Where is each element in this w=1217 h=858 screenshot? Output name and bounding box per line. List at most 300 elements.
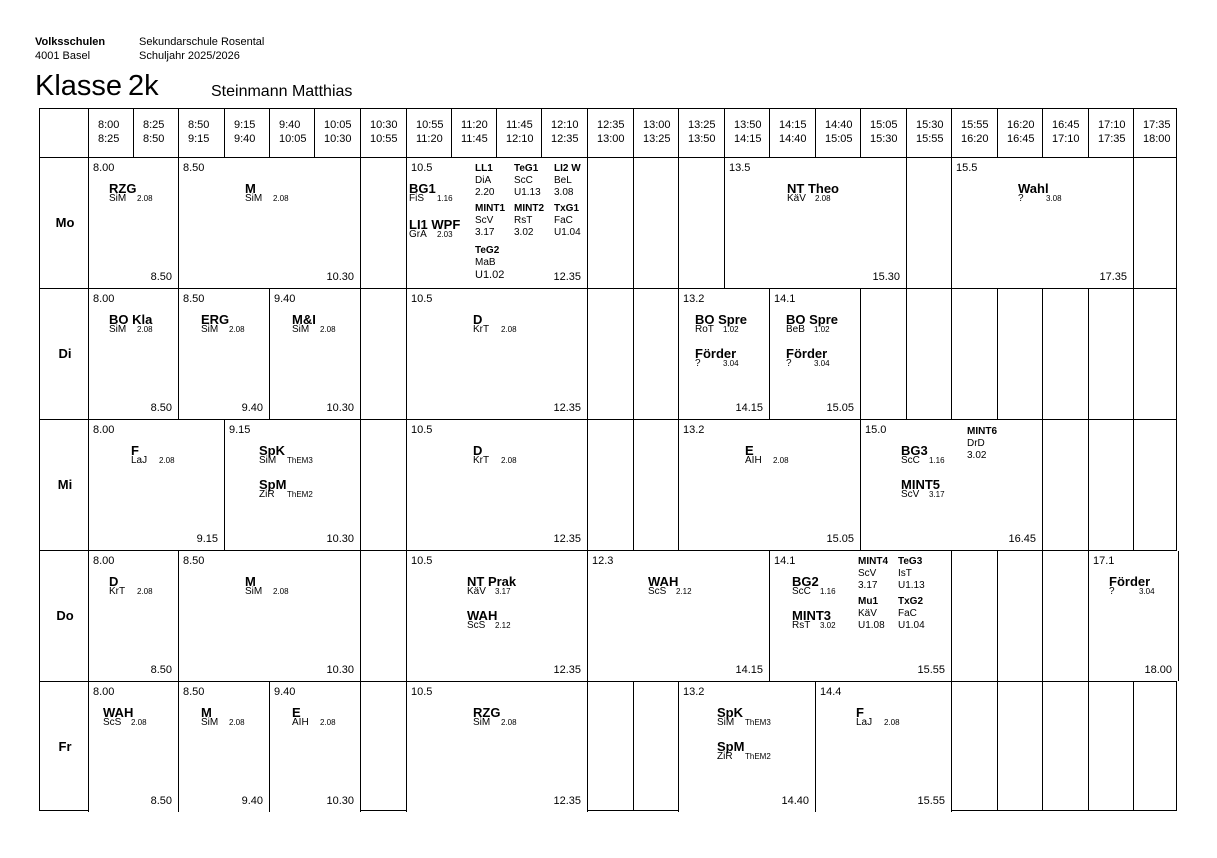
time-header xyxy=(188,118,209,146)
lesson-block-di-3[interactable] xyxy=(269,289,361,419)
lesson-room: 2.08 xyxy=(273,194,289,203)
lesson-end: 15.05 xyxy=(826,533,854,545)
lesson-end: 15.05 xyxy=(826,402,854,414)
lesson-block-do-3[interactable] xyxy=(406,551,588,681)
lesson-subject: BO Kla xyxy=(109,312,153,327)
lesson-subject: F xyxy=(856,705,864,720)
lesson-block-do-2[interactable] xyxy=(178,551,361,681)
time-start: 16:45 xyxy=(1052,119,1080,131)
lesson-end: 8.50 xyxy=(150,795,172,807)
lesson-teacher: KäV xyxy=(858,608,877,619)
time-start: 9:40 xyxy=(279,119,301,131)
time-header xyxy=(98,118,119,146)
time-start: 11:45 xyxy=(506,119,533,131)
lesson-teacher: RsT xyxy=(514,215,533,226)
time-end: 16:45 xyxy=(1007,133,1035,145)
time-header xyxy=(779,118,807,146)
lesson-room: 1.02 xyxy=(723,325,739,334)
time-end: 9:15 xyxy=(188,133,210,145)
lesson-subject: Mu1 xyxy=(858,596,878,607)
time-end: 17:35 xyxy=(1098,133,1126,145)
lesson-end: 8.50 xyxy=(150,402,172,414)
lesson-start: 8.50 xyxy=(183,162,205,174)
lesson-start: 9.15 xyxy=(229,424,251,436)
lesson-end: 14.15 xyxy=(735,402,763,414)
lesson-room: 2.08 xyxy=(320,325,336,334)
lesson-subject: RZG xyxy=(473,705,501,720)
time-end: 17:10 xyxy=(1052,133,1080,145)
lesson-start: 10.5 xyxy=(411,293,433,305)
lesson-block-di-5[interactable] xyxy=(678,289,770,419)
time-header xyxy=(870,118,898,146)
time-header xyxy=(551,118,579,146)
lesson-room: U1.08 xyxy=(858,620,885,631)
lesson-teacher: ScC xyxy=(901,455,920,466)
lesson-teacher: AIH xyxy=(745,455,762,466)
lesson-room: 2.03 xyxy=(437,230,453,239)
time-start: 10:05 xyxy=(324,119,352,131)
time-end: 16:20 xyxy=(961,133,989,145)
lesson-subject: MINT6 xyxy=(967,426,997,437)
lesson-teacher: KrT xyxy=(109,586,126,597)
time-header xyxy=(643,118,671,146)
lesson-block-mo-5[interactable] xyxy=(951,158,1134,288)
lesson-start: 13.2 xyxy=(683,424,705,436)
lesson-block-mi-5[interactable] xyxy=(860,420,1043,550)
lesson-end: 10.30 xyxy=(326,402,354,414)
lesson-start: 8.00 xyxy=(93,686,115,698)
lesson-block-mi-1[interactable] xyxy=(88,420,225,550)
lesson-teacher: ZiR xyxy=(259,489,275,500)
lesson-end: 15.30 xyxy=(872,271,900,283)
time-end: 13:00 xyxy=(597,133,625,145)
time-start: 13:50 xyxy=(734,119,762,131)
time-header xyxy=(916,118,944,146)
lesson-room: 2.08 xyxy=(229,718,245,727)
lesson-subject: BO Spre xyxy=(695,312,748,327)
lesson-teacher: ScC xyxy=(792,586,811,597)
school-year: Schuljahr 2025/2026 xyxy=(139,50,240,62)
school-title: Sekundarschule Rosental xyxy=(139,36,265,48)
lesson-subject: SpM xyxy=(717,739,745,754)
lesson-subject: WAH xyxy=(103,705,134,720)
lesson-room: ThEM2 xyxy=(745,752,771,761)
lesson-subject: MINT4 xyxy=(858,556,888,567)
time-end: 8:50 xyxy=(143,133,165,145)
lesson-room: 2.08 xyxy=(131,718,147,727)
time-end: 18:00 xyxy=(1143,133,1171,145)
lesson-end: 10.30 xyxy=(326,795,354,807)
lesson-subject: MINT5 xyxy=(901,477,940,492)
lesson-block-mo-3[interactable] xyxy=(406,158,588,288)
lesson-subject: TeG2 xyxy=(475,245,500,256)
lesson-teacher: ScS xyxy=(648,586,667,597)
lesson-block-fr-1[interactable] xyxy=(88,682,179,812)
time-start: 13:25 xyxy=(688,119,716,131)
lesson-teacher: BeL xyxy=(554,175,572,186)
lesson-room: 3.04 xyxy=(723,359,739,368)
lesson-teacher: ScV xyxy=(475,215,494,226)
lesson-subject: NT Prak xyxy=(467,574,517,589)
lesson-subject: BG1 xyxy=(409,181,436,196)
lesson-teacher: SiM xyxy=(245,193,263,204)
lesson-room: 1.02 xyxy=(814,325,830,334)
lesson-teacher: ScS xyxy=(103,717,122,728)
time-header xyxy=(461,118,488,146)
lesson-teacher: DiA xyxy=(475,175,492,186)
lesson-start: 13.2 xyxy=(683,686,705,698)
lesson-end: 16.45 xyxy=(1008,533,1036,545)
lesson-block-fr-4[interactable] xyxy=(406,682,588,812)
lesson-subject: SpK xyxy=(259,443,285,458)
lesson-room: 2.12 xyxy=(495,621,511,630)
lesson-end: 9.40 xyxy=(241,402,263,414)
time-start: 17:35 xyxy=(1143,119,1171,131)
lesson-teacher: KrT xyxy=(473,324,490,335)
lesson-start: 10.5 xyxy=(411,162,433,174)
lesson-subject: WAH xyxy=(648,574,679,589)
lesson-start: 8.00 xyxy=(93,162,115,174)
lesson-room: 3.02 xyxy=(514,227,534,238)
time-start: 8:00 xyxy=(98,119,120,131)
time-header xyxy=(1098,118,1126,146)
lesson-block-mo-4[interactable] xyxy=(724,158,907,288)
time-header xyxy=(597,118,625,146)
time-end: 11:45 xyxy=(461,133,488,145)
lesson-room: 3.17 xyxy=(929,490,945,499)
time-start: 8:25 xyxy=(143,119,165,131)
day-label: Fr xyxy=(58,738,72,754)
lesson-room: 2.12 xyxy=(676,587,692,596)
lesson-teacher: KäV xyxy=(787,193,806,204)
lesson-start: 8.00 xyxy=(93,555,115,567)
lesson-subject: M xyxy=(245,574,256,589)
lesson-room: 3.17 xyxy=(495,587,511,596)
lesson-room: 2.08 xyxy=(229,325,245,334)
lesson-teacher: FaC xyxy=(554,215,573,226)
lesson-teacher: KäV xyxy=(467,586,486,597)
lesson-teacher: RoT xyxy=(695,324,714,335)
time-header xyxy=(1143,118,1171,146)
lesson-end: 14.40 xyxy=(781,795,809,807)
lesson-end: 15.55 xyxy=(917,664,945,676)
lesson-room: 2.08 xyxy=(320,718,336,727)
lesson-block-fr-2[interactable] xyxy=(178,682,270,812)
lesson-teacher: LaJ xyxy=(856,717,873,728)
lesson-room: 3.08 xyxy=(554,187,574,198)
lesson-subject: ERG xyxy=(201,312,230,327)
time-header xyxy=(416,118,444,146)
lesson-end: 8.50 xyxy=(150,664,172,676)
time-end: 14:15 xyxy=(734,133,762,145)
day-label: Do xyxy=(56,607,74,623)
lesson-block-di-4[interactable] xyxy=(406,289,588,419)
lesson-teacher: SiM xyxy=(109,193,127,204)
time-start: 13:00 xyxy=(643,119,671,131)
time-start: 14:15 xyxy=(779,119,807,131)
time-start: 8:50 xyxy=(188,119,210,131)
lesson-block-fr-3[interactable] xyxy=(269,682,361,812)
lesson-teacher: SiM xyxy=(473,717,491,728)
lesson-teacher: ? xyxy=(786,358,792,369)
lesson-teacher: ? xyxy=(1109,586,1115,597)
lesson-teacher: ScS xyxy=(467,620,486,631)
day-label: Mi xyxy=(57,476,73,492)
lesson-block-di-2[interactable] xyxy=(178,289,270,419)
time-start: 10:30 xyxy=(370,119,398,131)
lesson-teacher: SiM xyxy=(201,717,219,728)
time-start: 16:20 xyxy=(1007,119,1035,131)
lesson-end: 12.35 xyxy=(553,664,581,676)
time-end: 11:20 xyxy=(416,133,443,145)
lesson-subject: M&I xyxy=(292,312,316,327)
lesson-start: 15.0 xyxy=(865,424,887,436)
lesson-room: U1.02 xyxy=(475,269,505,281)
time-end: 13:25 xyxy=(643,133,671,145)
time-end: 12:35 xyxy=(551,133,579,145)
lesson-room: 2.08 xyxy=(159,456,175,465)
lesson-end: 12.35 xyxy=(553,402,581,414)
lesson-start: 15.5 xyxy=(956,162,978,174)
class-id: 2k xyxy=(128,70,159,102)
lesson-subject: Förder xyxy=(786,346,828,361)
lesson-block-mi-3[interactable] xyxy=(406,420,588,550)
lesson-start: 14.1 xyxy=(774,555,796,567)
lesson-room: ThEM3 xyxy=(287,456,313,465)
lesson-room: 1.16 xyxy=(929,456,945,465)
lesson-start: 9.40 xyxy=(274,293,296,305)
time-end: 10:05 xyxy=(279,133,307,145)
lesson-subject: SpM xyxy=(259,477,287,492)
time-end: 10:55 xyxy=(370,133,398,145)
lesson-teacher: GrA xyxy=(409,229,427,240)
day-label: Mo xyxy=(55,214,75,230)
lesson-teacher: ScV xyxy=(858,568,877,579)
lesson-start: 12.3 xyxy=(592,555,614,567)
lesson-subject: LI1 WPF xyxy=(409,217,461,232)
lesson-room: 2.08 xyxy=(501,325,517,334)
lesson-subject: LL1 xyxy=(475,163,493,174)
lesson-end: 17.35 xyxy=(1099,271,1127,283)
lesson-start: 8.50 xyxy=(183,293,205,305)
lesson-subject: Förder xyxy=(1109,574,1151,589)
class-label: Klasse xyxy=(35,70,123,102)
time-end: 15:55 xyxy=(916,133,944,145)
lesson-block-fr-5[interactable] xyxy=(678,682,816,812)
lesson-teacher: ScC xyxy=(514,175,533,186)
time-start: 9:15 xyxy=(234,119,256,131)
lesson-block-mi-2[interactable] xyxy=(224,420,361,550)
time-start: 10:55 xyxy=(416,119,444,131)
lesson-end: 10.30 xyxy=(326,533,354,545)
lesson-subject: MINT1 xyxy=(475,203,505,214)
lesson-block-di-1[interactable] xyxy=(88,289,179,419)
lesson-teacher: KrT xyxy=(473,455,490,466)
time-start: 15:05 xyxy=(870,119,898,131)
timetable-grid xyxy=(39,108,1177,811)
time-start: 15:30 xyxy=(916,119,944,131)
lesson-start: 13.2 xyxy=(683,293,705,305)
time-header xyxy=(370,118,398,146)
lesson-teacher: RsT xyxy=(792,620,811,631)
lesson-end: 12.35 xyxy=(553,271,581,283)
time-start: 17:10 xyxy=(1098,119,1126,131)
lesson-subject: E xyxy=(292,705,301,720)
school-name: Volksschulen xyxy=(35,36,106,48)
lesson-block-do-6[interactable] xyxy=(1088,551,1179,681)
lesson-room: 2.08 xyxy=(815,194,831,203)
lesson-room: U1.13 xyxy=(898,580,925,591)
lesson-block-mo-2[interactable] xyxy=(178,158,361,288)
lesson-room: 1.16 xyxy=(820,587,836,596)
lesson-block-di-6[interactable] xyxy=(769,289,861,419)
lesson-subject: SpK xyxy=(717,705,743,720)
lesson-room: 2.08 xyxy=(137,325,153,334)
lesson-start: 13.5 xyxy=(729,162,751,174)
lesson-teacher: DrD xyxy=(967,438,985,449)
lesson-teacher: SiM xyxy=(201,324,219,335)
time-header xyxy=(961,118,989,146)
lesson-room: 3.02 xyxy=(820,621,836,630)
time-end: 9:40 xyxy=(234,133,256,145)
lesson-room: U1.04 xyxy=(554,227,581,238)
lesson-teacher: ZiR xyxy=(717,751,733,762)
lesson-start: 10.5 xyxy=(411,424,433,436)
time-end: 10:30 xyxy=(324,133,352,145)
lesson-start: 8.00 xyxy=(93,424,115,436)
lesson-teacher: SiM xyxy=(292,324,310,335)
lesson-end: 12.35 xyxy=(553,533,581,545)
lesson-room: 3.04 xyxy=(1139,587,1155,596)
day-label: Di xyxy=(58,345,72,361)
lesson-room: 1.16 xyxy=(437,194,453,203)
lesson-room: 2.08 xyxy=(884,718,900,727)
lesson-start: 8.50 xyxy=(183,555,205,567)
lesson-room: U1.04 xyxy=(898,620,925,631)
time-start: 14:40 xyxy=(825,119,853,131)
lesson-subject: MINT2 xyxy=(514,203,544,214)
lesson-room: U1.13 xyxy=(514,187,541,198)
lesson-teacher: AIH xyxy=(292,717,309,728)
lesson-teacher: ? xyxy=(1018,193,1024,204)
lesson-room: 2.08 xyxy=(137,194,153,203)
time-header xyxy=(1052,118,1080,146)
lesson-subject: D xyxy=(473,443,483,458)
lesson-subject: Wahl xyxy=(1018,181,1049,196)
time-start: 15:55 xyxy=(961,119,989,131)
lesson-room: 2.08 xyxy=(501,718,517,727)
lesson-subject: LI2 W xyxy=(554,163,581,174)
lesson-start: 14.4 xyxy=(820,686,842,698)
grid-col-line xyxy=(633,109,634,810)
lesson-subject: E xyxy=(745,443,754,458)
lesson-teacher: MaB xyxy=(475,257,496,268)
lesson-end: 9.40 xyxy=(241,795,263,807)
lesson-start: 17.1 xyxy=(1093,555,1115,567)
lesson-teacher: IsT xyxy=(898,568,912,579)
lesson-room: 2.08 xyxy=(137,587,153,596)
lesson-end: 9.15 xyxy=(196,533,218,545)
lesson-teacher: SiM xyxy=(259,455,277,466)
lesson-subject: NT Theo xyxy=(787,181,839,196)
lesson-teacher: FaC xyxy=(898,608,917,619)
lesson-teacher: BeB xyxy=(786,324,805,335)
lesson-room: 3.17 xyxy=(858,580,878,591)
time-start: 12:35 xyxy=(597,119,625,131)
lesson-room: 2.20 xyxy=(475,187,495,198)
lesson-block-mi-4[interactable] xyxy=(678,420,861,550)
lesson-end: 10.30 xyxy=(326,271,354,283)
time-start: 12:10 xyxy=(551,119,579,131)
lesson-room: ThEM3 xyxy=(745,718,771,727)
time-start: 11:20 xyxy=(461,119,488,131)
lesson-room: 2.08 xyxy=(501,456,517,465)
lesson-start: 14.1 xyxy=(774,293,796,305)
lesson-block-do-5[interactable] xyxy=(769,551,952,681)
lesson-start: 8.00 xyxy=(93,293,115,305)
time-header xyxy=(825,118,853,146)
lesson-room: 3.02 xyxy=(967,450,987,461)
lesson-end: 15.55 xyxy=(917,795,945,807)
lesson-start: 10.5 xyxy=(411,686,433,698)
lesson-teacher: SiM xyxy=(245,586,263,597)
lesson-subject: MINT3 xyxy=(792,608,831,623)
lesson-end: 14.15 xyxy=(735,664,763,676)
school-address: 4001 Basel xyxy=(35,50,91,62)
lesson-subject: F xyxy=(131,443,139,458)
lesson-subject: BO Spre xyxy=(786,312,839,327)
lesson-block-fr-6[interactable] xyxy=(815,682,952,812)
time-header xyxy=(234,118,255,146)
time-header xyxy=(734,118,762,146)
lesson-teacher: FiS xyxy=(409,193,424,204)
lesson-room: 3.04 xyxy=(814,359,830,368)
lesson-end: 12.35 xyxy=(553,795,581,807)
lesson-subject: RZG xyxy=(109,181,137,196)
time-end: 8:25 xyxy=(98,133,120,145)
lesson-room: 2.08 xyxy=(773,456,789,465)
lesson-start: 8.50 xyxy=(183,686,205,698)
lesson-subject: TxG2 xyxy=(898,596,924,607)
lesson-start: 10.5 xyxy=(411,555,433,567)
lesson-block-do-1[interactable] xyxy=(88,551,179,681)
lesson-subject: WAH xyxy=(467,608,498,623)
lesson-start: 9.40 xyxy=(274,686,296,698)
lesson-teacher: ScV xyxy=(901,489,920,500)
lesson-block-do-4[interactable] xyxy=(587,551,770,681)
lesson-subject: BG2 xyxy=(792,574,819,589)
lesson-teacher: ? xyxy=(695,358,701,369)
lesson-teacher: SiM xyxy=(109,324,127,335)
time-header xyxy=(506,118,534,146)
lesson-teacher: SiM xyxy=(717,717,735,728)
lesson-room: 3.08 xyxy=(1046,194,1062,203)
lesson-block-mo-1[interactable] xyxy=(88,158,179,288)
lesson-room: 2.08 xyxy=(273,587,289,596)
lesson-end: 8.50 xyxy=(150,271,172,283)
time-header xyxy=(688,118,716,146)
lesson-end: 18.00 xyxy=(1144,664,1172,676)
lesson-room: 3.17 xyxy=(475,227,495,238)
lesson-teacher: LaJ xyxy=(131,455,148,466)
time-end: 12:10 xyxy=(506,133,534,145)
lesson-subject: TeG3 xyxy=(898,556,923,567)
time-end: 15:30 xyxy=(870,133,898,145)
lesson-subject: TxG1 xyxy=(554,203,580,214)
time-end: 14:40 xyxy=(779,133,807,145)
time-header xyxy=(143,118,164,146)
time-end: 13:50 xyxy=(688,133,716,145)
